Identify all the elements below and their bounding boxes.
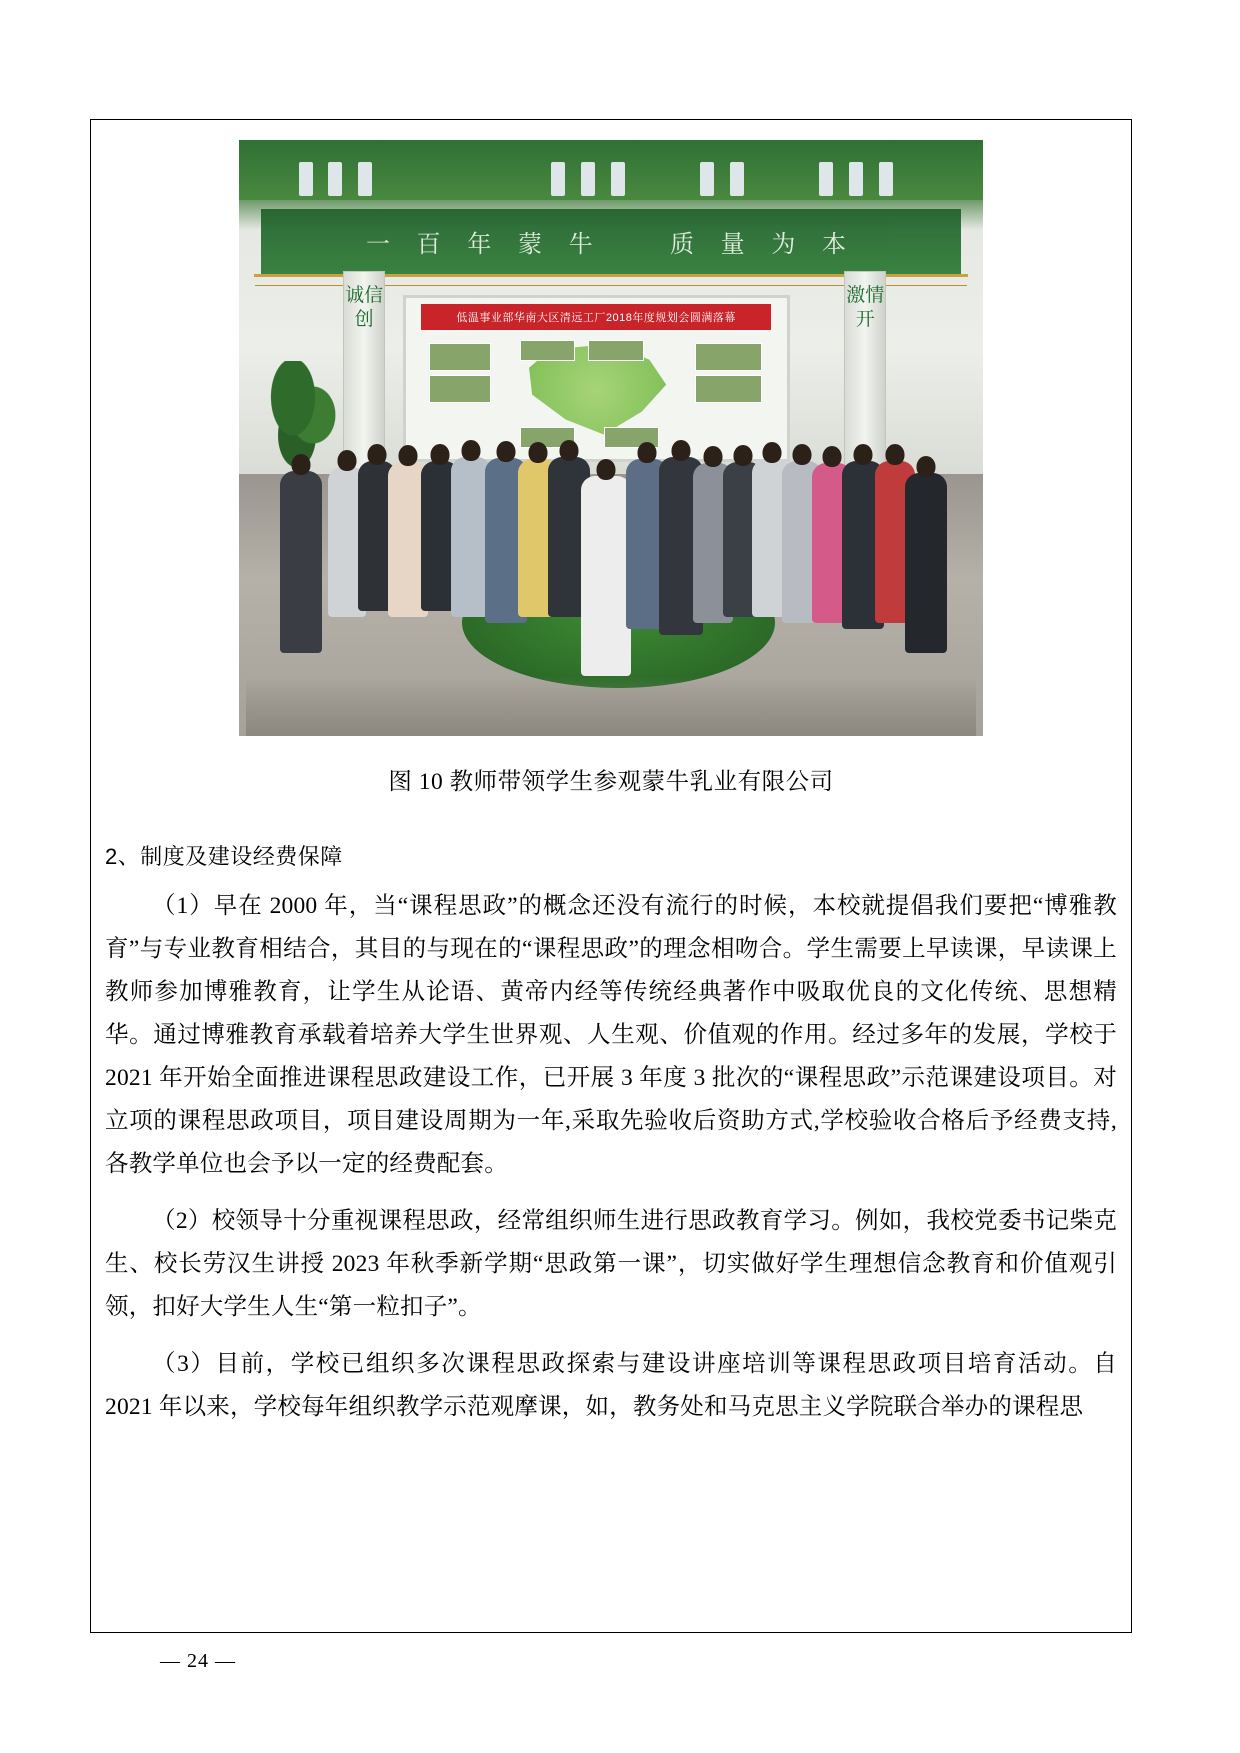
- page-content: [105, 132, 1117, 1429]
- figure-photo: [239, 140, 983, 736]
- photo-pillar-left: 诚信创: [343, 271, 385, 486]
- paragraph-3: （3）目前，学校已组织多次课程思政探索与建设讲座培训等课程思政项目培育活动。自 2021 年以来，学校每年组织教学示范观摩课，如，教务处和马克思主义学院联合举办的课程思: [105, 1351, 1117, 1420]
- page-number: — 24 —: [160, 1650, 236, 1672]
- photo-crowd: [239, 140, 983, 736]
- photo-panel-title: 低温事业部华南大区清远工厂2018年度规划会圆满落幕: [421, 304, 771, 330]
- paragraph-1: （1）早在 2000 年，当“课程思政”的概念还没有流行的时候，本校就提倡我们要把“博雅教育”与专业教育相结合，其目的与现在的“课程思政”的理念相吻合。学生需要上早读课，早读课上教师参加博雅教育，让学生从论语、黄帝内经等传统经典著作中吸取优良的文化传统、思想精华。通过博雅教育承载着培养大学生世界观、人生观、价值观的作用。经过多年的发展，学校于 2021 年开始全面推进课程思政建设工作，已开展 3 年度 3 批次的“课程思政”示范课建设项目。对立项的课程思政项目，项目建设周期为一年,采取先验收后资助方式,学校验收合格后予经费支持,各教学单位也会予以一定的经费配套。: [105, 893, 1117, 1177]
- paragraph-2: （2）校领导十分重视课程思政，经常组织师生进行思政教育学习。例如，我校党委书记柴克生、校长劳汉生讲授 2023 年秋季新学期“思政第一课”，切实做好学生理想信念教育和价值观引领，扣好大学生人生“第一粒扣子”。: [105, 1208, 1117, 1320]
- photo-foreground-shadow: [246, 676, 975, 736]
- section-heading: 2、制度及建设经费保障: [105, 844, 343, 869]
- photo-banner: 一 百 年 蒙 牛 质 量 为 本: [261, 209, 960, 275]
- figure-container: [105, 140, 1117, 736]
- photo-pillar-right: 激情开: [844, 271, 886, 486]
- figure-caption: 图 10 教师带领学生参观蒙牛乳业有限公司: [388, 769, 834, 795]
